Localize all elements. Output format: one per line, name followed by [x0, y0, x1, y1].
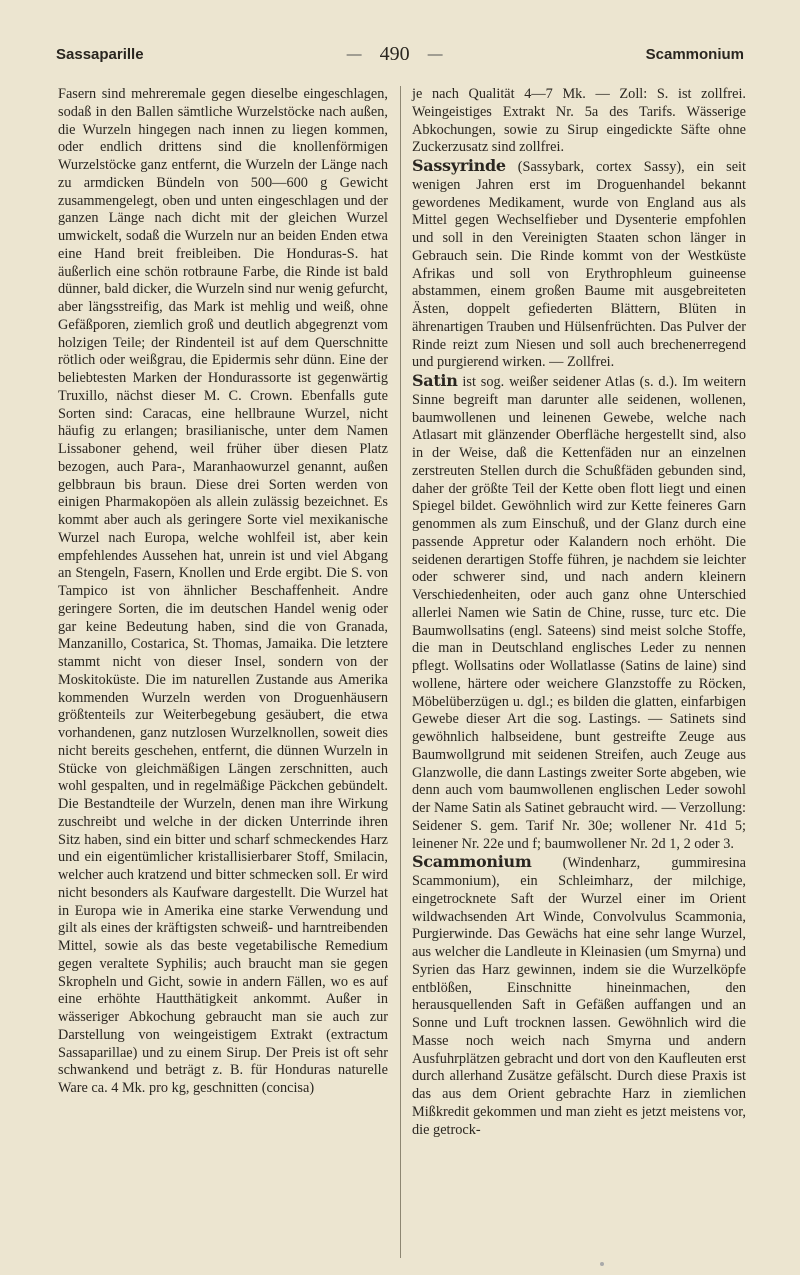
sassaparille-continuation-paragraph: Fasern sind mehreremale gegen dieselbe eingeschlagen, sodaß in den Ballen sämtliche Wurzelstöcke nach außen, die Wurzeln hingegen nach innen zu liegen kommen, oder endlich drittens sind die knollenförmigen Wurzelstöcke ganz entfernt, die Wurzeln der Länge nach zu armdicken Bündeln von 500—600 g Gewicht zusammengelegt, oben und unten eingeschlagen und der ganzen Länge nach dicht mit der gleichen Wurzel umwickelt, sodaß die Wurzeln nur an beiden Enden etwa eine Hand breit freibleiben. Die Honduras-S. hat äußerlich eine schön rotbraune Farbe, die Rinde ist bald dünner, bald dicker, die Wurzeln sind nur wenig gefurcht, aber längsstreifig, das Mark ist mehlig und weiß, ohne Gefäßporen, ziemlich groß und deutlich abgegrenzt vom holzigen Teile; der Rindenteil ist auf dem Querschnitte rötlich oder weißgrau, die Epidermis sehr dünn. Eine der beliebtesten Marken der Hondurassorte ist gegenwärtig Truxillo, nächst dieser M. C. Crown. Ebenfalls gute Sorten sind: Caracas, eine hellbraune Wurzel, nicht häufig zu erlangen; brasilianische, unter dem Namen Lissaboner gehend, weil früher über diesen Platz bezogen, auch Para-, Maranhaowurzel genannt, außen gelbbraun bis braun. Diese drei Sorten werden von einigen Pharmakopöen als allein zulässig bezeichnet. Es kommt aber auch als geringere Sorte viel mexikanische Wurzel nach Europa, welche wohlfeil ist, aber kein empfehlendes Aussehen hat, unrein ist und viel Abgang an Stengeln, Fasern, Knollen und Erde ergibt. Die S. von Tampico ist von ähnlicher Beschaffenheit. Andre geringere Sorten, die im deutschen Handel wenig oder gar keine Bedeutung haben, sind die von Granada, Manzanillo, Costarica, St. Thomas, Jamaika. Die letztere stammt nicht von dieser Insel, sondern von der Moskitoküste. Die im naturellen Zustande aus Amerika kommenden Wurzeln werden von Droguenhäusern größtenteils zur Weiterbegebung gesäubert, die etwa vorhandenen, ganz nutzlosen Wurzelknollen, soweit dies nicht bereits geschehen, entfernt, die dünnen Wurzeln in Stücke von gleichmäßigen Längen zerschnitten, auch wohl gespalten, und in regelmäßige Päckchen gebündelt. Die Bestandteile der Wurzeln, denen man ihre Wirkung zuschreibt und welche in der dicken Unterrinde ihren Sitz haben, sind ein bitter und scharf schmeckendes Harz und ein eigentümlicher kristallisierbarer Stoff, Smilacin, welcher auch kratzend und bitter schmecken soll. Er wird nicht besonders als Kaufware dargestellt. Die Wurzel hat in Europa wie in Amerika eine starke Verwendung und gilt als eines der kräftigsten schweiß- und harntreibenden Mittel, sowie als das beste vegetabilische Remedium gegen veraltete Syphilis; auch braucht man sie gegen Skropheln und Gicht, sowie in andern Fällen, wo es auf eine erhöhte Hautthätigkeit ankommt. Außer in wässeriger Abkochung gebraucht man sie auch zur Darstellung von weingeistigem Extrakt (extractum Sassaparillae) und zu einem Sirup. Der Preis ist oft sehr schwankend und beträgt z. B. für Honduras naturelle Ware ca. 4 Mk. pro kg, geschnitten (concisa)	[58, 86, 388, 1096]
scammonium-text: (Windenharz, gummiresina Scammonium), ein Schleimharz, der milchige, eingetrocknete Saft der Wurzel einer im Orient wildwachsenden Art Winde, Convolvulus Scammonia, Purgierwinde. Das Gewächs hat eine sehr lange Wurzel, aus welcher die Landleute in Kleinasien (um Smyrna) und Syrien das Harz gewinnen, indem sie die Wurzelköpfe entblößen, Einschnitte hineinmachen, den herausquellenden Saft in Gefäßen auffangen und an Sonne und Luft trocknen lassen. Gewöhnlich wird die Masse noch weich nach Smyrna und andern Ausfuhrplätzen gebracht und dort von den Kaufleuten erst durch allerhand Zusätze gefälscht. Durch diese Praxis ist das aus dem Orient gebrachte Harz in ziemlichen Mißkredit gekommen und man zieht es jetzt meistens vor, die getrock-	[412, 855, 746, 1138]
header-center	[347, 43, 443, 66]
column-divider	[400, 86, 401, 1258]
page-number: 490	[379, 42, 410, 65]
header-right-title: Scammonium	[645, 45, 744, 63]
header-dash-right: —	[427, 45, 443, 63]
right-column	[412, 86, 746, 1139]
header-left-title: Sassaparille	[56, 45, 144, 63]
entry-scammonium	[412, 853, 746, 1139]
left-column	[58, 86, 388, 1098]
running-header	[56, 40, 744, 68]
entry-sassyrinde	[412, 157, 746, 372]
header-dash-left: —	[346, 45, 362, 63]
sassyrinde-text: (Sassybark, cortex Sassy), ein seit wenigen Jahren erst im Droguenhandel bekannt gewordenes Medikament, wurde von England aus als Mittel gegen Wechselfieber und Dysenterie empfohlen und soll in den Vereinigten Staaten schon länger in Gebrauch sein. Die Rinde kommt von der Westküste Afrikas und soll von Erythrophleum guineense abstammen, einem großen Baume mit ausgebreiteten Ästen, doppelt gefiederten Blättern, Blüten in ährenartigen Trauben und Hülsenfrüchten. Das Pulver der Rinde reizt zum Niesen und soll auch brechenerregend und purgierend wirken. — Zollfrei.	[412, 159, 746, 371]
headword-scammonium: Scammonium	[412, 852, 532, 872]
satin-text: ist sog. weißer seidener Atlas (s. d.). Im weitern Sinne begreift man darunter alle seidenen, wollenen, baumwollenen und leinenen Gewebe, welche nach Atlasart mit glänzender Oberfläche hergestellt sind, also in der Weise, daß die Kettenfäden nur an einzelnen zerstreuten Stellen durch die Schußfäden gebunden sind, daher der größte Teil der Kette oben flott liegt und einen Spiegel bildet. Gewöhnlich wird zur Kette feineres Garn genommen als zum Einschuß, und der Glanz durch eine passende Appretur oder Kalandern noch erhöht. Die seidenen derartigen Stoffe führen, je nachdem sie leichter oder schwerer sind, und nach andern kleinern Verschiedenheiten, oder auch ganz ohne Unterschied allerlei Namen wie Satin de Chine, russe, turc etc. Die Baumwollsatins (engl. Sateens) sind meist solche Stoffe, die man in Deutschland englisches Leder zu nennen pflegt. Wollsatins oder Wollatlasse (Satins de laine) sind wollene, härtere oder weichere Glanzstoffe zu Röcken, Möbelüberzügen u. dgl.; es bilden die glatten, einfarbigen Gewebe dieser Art die sog. Lastings. — Satinets sind gewöhnlich halbseidene, bunt gestreifte Zeuge aus Baumwollgrund mit seidenen Streifen, auch Zeuge aus Glanzwolle, die dann Lastings zweiter Sorte abgeben, wie denn auch vom baumwollenen englischen Leder sowohl der Name Satin als Satinet gebraucht wird. — Verzollung: Seidener S. gem. Tarif Nr. 30e; wollener Nr. 41d 5; leinener Nr. 22e und f; baumwollener Nr. 2d 1, 2 oder 3.	[412, 374, 746, 852]
headword-sassyrinde: Sassyrinde	[412, 156, 506, 175]
sassaparille-end-paragraph: je nach Qualität 4—7 Mk. — Zoll: S. ist zollfrei. Weingeistiges Extrakt Nr. 5a des Tarifs. Wässerige Abkochungen, sowie zu Sirup eingedickte Säfte ohne Zuckerzusatz sind zollfrei.	[412, 86, 746, 156]
print-mark	[600, 1262, 604, 1266]
entry-satin	[412, 372, 746, 853]
headword-satin: Satin	[412, 371, 458, 390]
